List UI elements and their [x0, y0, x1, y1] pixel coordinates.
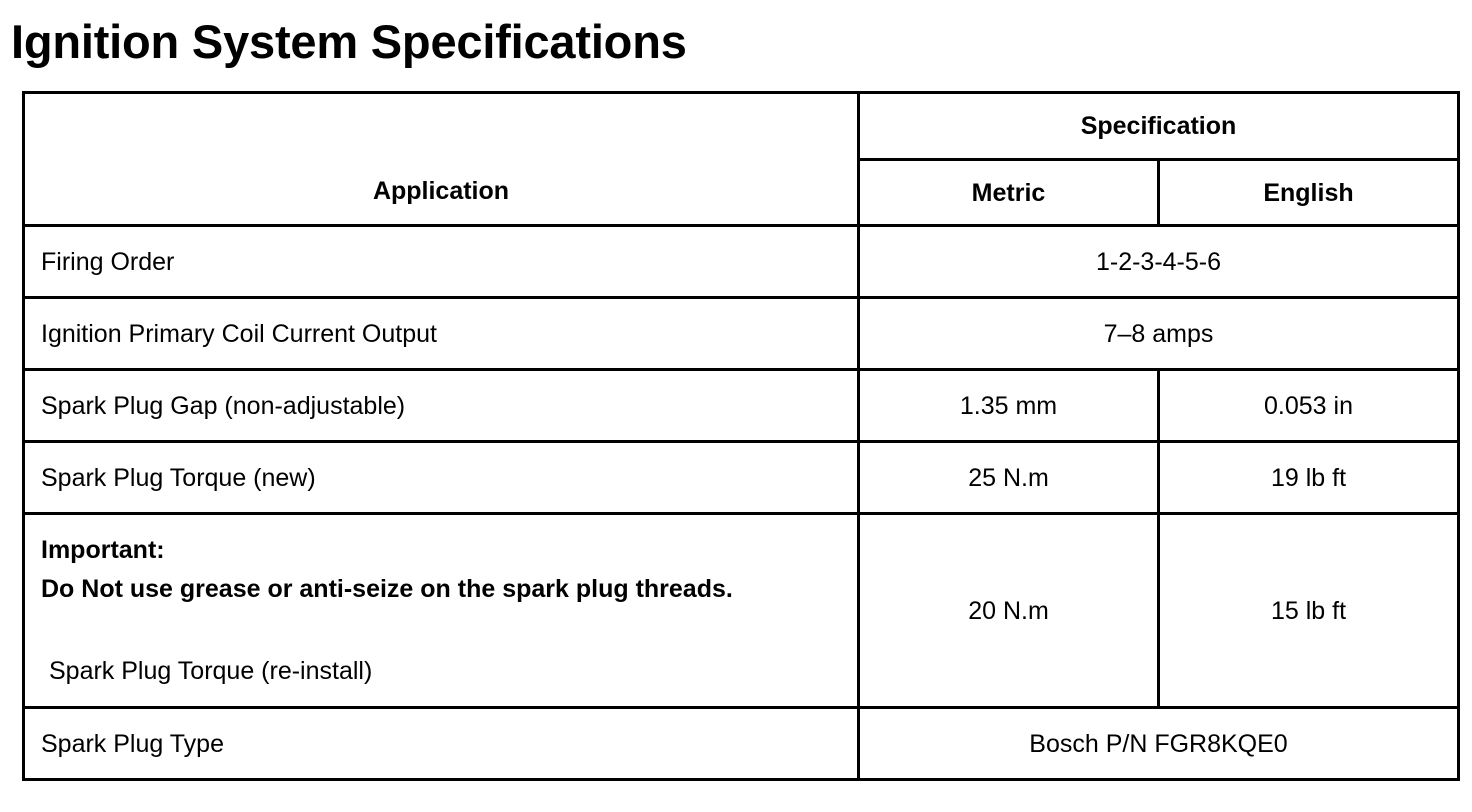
table-row — [24, 442, 1459, 514]
table-row-important — [24, 514, 1459, 708]
table-row — [24, 708, 1459, 780]
row-application: Spark Plug Gap (non-adjustable) — [24, 370, 859, 442]
row-metric-value: 25 N.m — [859, 442, 1159, 514]
table-row — [24, 226, 1459, 298]
row-application: Spark Plug Type — [24, 708, 859, 780]
row-application: Spark Plug Torque (new) — [24, 442, 859, 514]
row-metric-value: 1.35 mm — [859, 370, 1159, 442]
ignition-spec-table — [22, 91, 1460, 781]
row-application: Ignition Primary Coil Current Output — [24, 298, 859, 370]
important-warning-text: Do Not use grease or anti-seize on the spark plug threads. — [41, 575, 733, 603]
header-specification: Specification — [859, 93, 1459, 160]
important-note — [41, 515, 857, 706]
row-value: 1-2-3-4-5-6 — [859, 226, 1459, 298]
row-english-value: 0.053 in — [1159, 370, 1459, 442]
table-row — [24, 298, 1459, 370]
header-metric: Metric — [859, 160, 1159, 226]
header-application: Application — [24, 93, 859, 226]
important-label: Important: — [41, 536, 165, 564]
row-application: Firing Order — [24, 226, 859, 298]
row-english-value: 15 lb ft — [1159, 514, 1459, 708]
header-row-top — [24, 93, 1459, 160]
header-english: English — [1159, 160, 1459, 226]
row-metric-value: 20 N.m — [859, 514, 1159, 708]
row-application: Spark Plug Torque (re-install) — [49, 657, 373, 685]
row-application-cell — [24, 514, 859, 708]
row-english-value: 19 lb ft — [1159, 442, 1459, 514]
row-value: 7–8 amps — [859, 298, 1459, 370]
page-title: Ignition System Specifications — [11, 15, 687, 68]
table-row — [24, 370, 1459, 442]
row-value: Bosch P/N FGR8KQE0 — [859, 708, 1459, 780]
